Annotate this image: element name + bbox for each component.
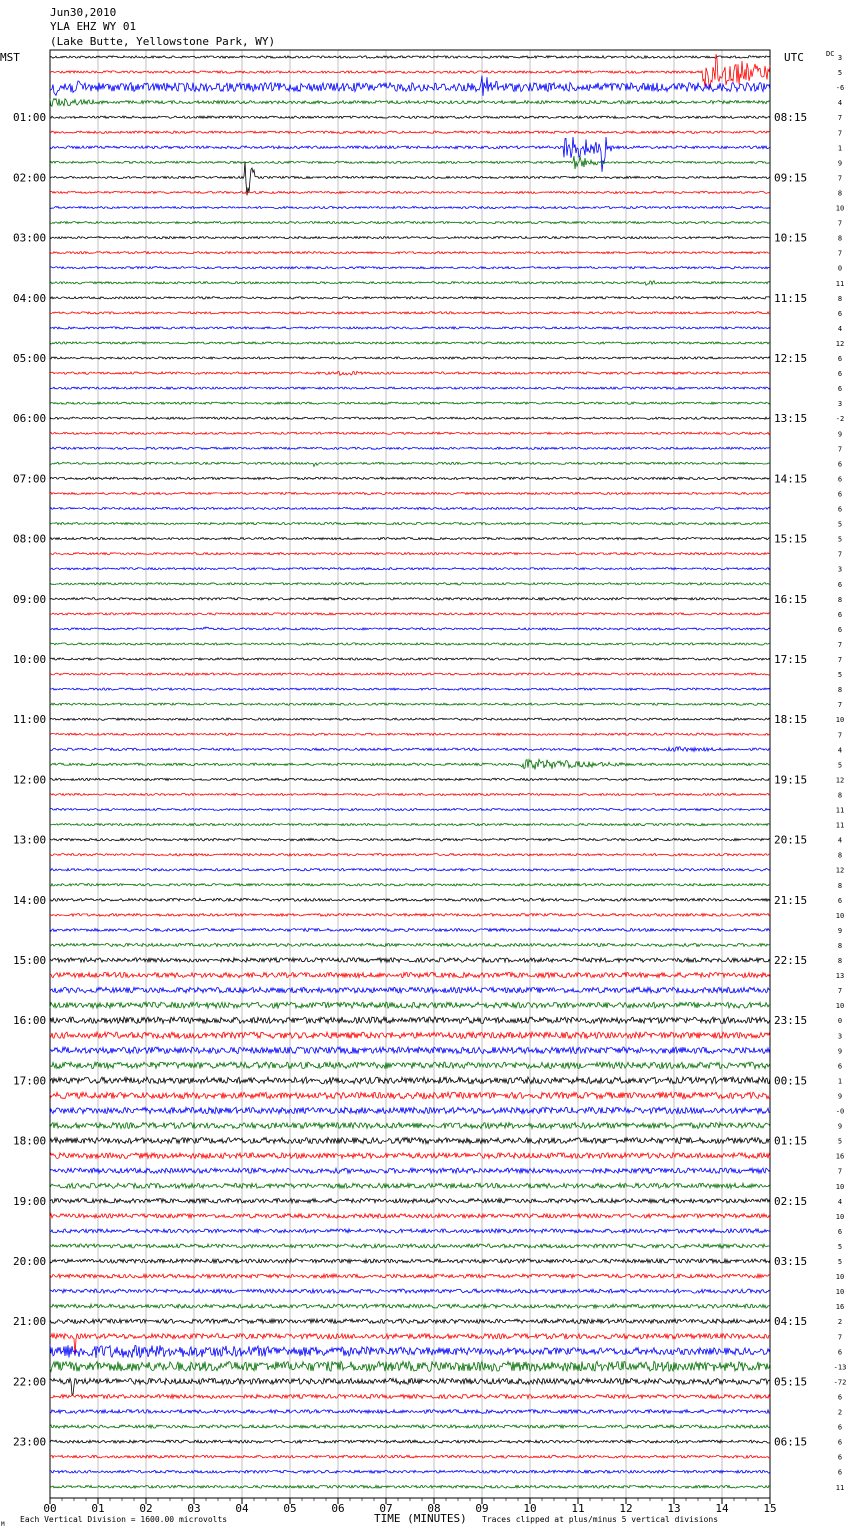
- trace-row-51: [50, 824, 770, 826]
- dc-offset-label: 6: [837, 1348, 843, 1357]
- dc-offset-label: 6: [837, 1438, 843, 1447]
- clip-note: Traces clipped at plus/minus 5 vertical divisions: [482, 1515, 719, 1524]
- trace-row-80: [50, 1259, 770, 1263]
- left-hour-label: 16:00: [13, 1014, 47, 1028]
- trace-row-34: [50, 568, 770, 570]
- trace-row-3: [50, 99, 770, 107]
- trace-row-88: [50, 1378, 770, 1394]
- dc-offset-label: 7: [837, 1333, 843, 1342]
- x-tick-label: 09: [475, 1502, 489, 1515]
- trace-row-40: [50, 658, 770, 660]
- trace-row-82: [50, 1289, 770, 1293]
- trace-row-43: [50, 703, 770, 705]
- right-timezone-label: UTC: [784, 51, 804, 64]
- x-tick-label: 01: [91, 1502, 105, 1515]
- right-hour-label: 02:15: [774, 1194, 808, 1208]
- x-tick-label: 06: [331, 1502, 345, 1515]
- trace-row-60: [50, 958, 770, 962]
- left-hour-label: 18:00: [13, 1134, 47, 1148]
- corner-mark: M: [1, 1521, 5, 1528]
- trace-row-91: [50, 1425, 770, 1428]
- dc-offset-label: 10: [835, 1212, 845, 1221]
- dc-offset-label: 10: [835, 1273, 845, 1282]
- trace-row-13: [50, 252, 770, 254]
- trace-row-11: [50, 222, 770, 224]
- dc-offset-label: 5: [837, 1137, 843, 1146]
- trace-row-7: [50, 156, 770, 169]
- trace-row-79: [50, 1244, 770, 1248]
- trace-row-41: [50, 673, 770, 675]
- dc-offset-label: 4: [837, 836, 843, 845]
- dc-offset-label: 6: [837, 490, 843, 499]
- trace-row-22: [50, 387, 770, 389]
- trace-row-17: [50, 312, 770, 314]
- dc-offset-label: 7: [837, 550, 843, 559]
- trace-row-24: [50, 417, 770, 419]
- left-hour-label: 23:00: [13, 1435, 47, 1449]
- trace-row-67: [50, 1062, 770, 1069]
- dc-offset-label: 8: [837, 595, 843, 604]
- trace-row-83: [50, 1304, 770, 1308]
- x-tick-label: 10: [523, 1502, 537, 1515]
- left-hour-label: 17:00: [13, 1074, 47, 1088]
- trace-row-39: [50, 643, 770, 645]
- scale-note: Each Vertical Division = 1600.00 microvolts: [20, 1515, 228, 1524]
- left-hour-label: 11:00: [13, 713, 47, 727]
- dc-offset-label: 7: [837, 987, 843, 996]
- dc-offset-label: 11: [835, 806, 845, 815]
- trace-row-61: [50, 973, 770, 978]
- trace-row-8: [50, 162, 770, 196]
- dc-offset-label: 3: [837, 400, 843, 409]
- right-hour-label: 01:15: [774, 1134, 808, 1148]
- dc-offset-label: 7: [837, 249, 843, 258]
- dc-offset-label: 6: [837, 460, 843, 469]
- trace-row-68: [50, 1077, 770, 1084]
- dc-offset-label: 12: [835, 866, 845, 875]
- trace-row-62: [50, 987, 770, 993]
- dc-offset-label: 8: [837, 234, 843, 243]
- date-label: Jun30,2010: [50, 6, 117, 19]
- dc-offset-label: 7: [837, 129, 843, 138]
- dc-offset-label: 5: [837, 1258, 843, 1266]
- left-hour-label: 13:00: [13, 833, 47, 847]
- location-label: (Lake Butte, Yellowstone Park, WY): [50, 35, 276, 48]
- x-tick-label: 14: [715, 1502, 729, 1515]
- trace-row-85: [50, 1334, 770, 1356]
- dc-offset-label: 3: [837, 1032, 843, 1041]
- trace-row-87: [50, 1361, 770, 1371]
- dc-offset-label: 6: [837, 505, 843, 514]
- dc-offset-label: 3: [837, 565, 843, 574]
- dc-offset-label: 5: [837, 1242, 843, 1251]
- trace-row-45: [50, 733, 770, 735]
- right-hour-label: 18:15: [774, 713, 808, 727]
- trace-row-53: [50, 854, 770, 856]
- left-hour-label: 06:00: [13, 412, 47, 426]
- dc-offset-label: 6: [837, 309, 843, 318]
- right-hour-label: 15:15: [774, 532, 808, 546]
- dc-offset-label: 7: [837, 701, 843, 710]
- dc-offset-label: 2: [837, 1318, 843, 1327]
- right-hour-label: 08:15: [774, 111, 808, 125]
- dc-offset-label: 4: [837, 324, 843, 333]
- dc-offset-label: 8: [837, 957, 843, 965]
- dc-column-label: DC: [826, 50, 835, 58]
- dc-offset-label: 12: [835, 776, 845, 785]
- left-hour-label: 19:00: [13, 1194, 47, 1208]
- right-hour-label: 19:15: [774, 773, 808, 787]
- right-hour-label: 03:15: [774, 1255, 808, 1268]
- trace-row-64: [50, 1017, 770, 1023]
- trace-row-31: [50, 523, 770, 525]
- trace-row-36: [50, 598, 770, 600]
- trace-row-12: [50, 237, 770, 239]
- dc-offset-label: 4: [837, 99, 843, 108]
- trace-row-95: [50, 1485, 770, 1488]
- trace-row-69: [50, 1092, 770, 1098]
- trace-row-58: [50, 928, 770, 931]
- right-hour-label: 06:15: [774, 1435, 808, 1449]
- x-tick-label: 07: [379, 1502, 393, 1515]
- trace-row-19: [50, 342, 770, 344]
- dc-offset-label: 0: [837, 264, 843, 273]
- left-timezone-label: MST: [0, 51, 20, 64]
- dc-offset-label: 6: [837, 625, 843, 634]
- left-hour-label: 22:00: [13, 1375, 47, 1389]
- dc-offset-label: 10: [835, 1002, 845, 1011]
- x-tick-label: 08: [427, 1502, 441, 1515]
- x-tick-label: 05: [283, 1502, 297, 1515]
- right-hour-label: 13:15: [774, 412, 808, 426]
- trace-row-35: [50, 583, 770, 585]
- trace-row-38: [50, 627, 770, 630]
- trace-row-76: [50, 1199, 770, 1203]
- trace-row-16: [50, 297, 770, 299]
- left-hour-label: 12:00: [13, 773, 47, 787]
- dc-offset-label: 11: [835, 279, 845, 288]
- trace-row-23: [50, 402, 770, 404]
- dc-offset-label: 10: [835, 911, 845, 920]
- dc-offset-label: 6: [837, 1453, 843, 1462]
- left-hour-label: 15:00: [13, 954, 47, 967]
- dc-offset-label: 6: [837, 1423, 843, 1432]
- dc-offset-label: 9: [837, 430, 843, 439]
- trace-row-42: [50, 688, 770, 690]
- right-hour-label: 21:15: [774, 893, 808, 907]
- trace-row-90: [50, 1410, 770, 1414]
- trace-row-46: [50, 747, 770, 752]
- trace-row-2: [50, 76, 770, 96]
- trace-row-21: [50, 371, 770, 375]
- trace-row-59: [50, 943, 770, 946]
- right-hour-label: 20:15: [774, 833, 808, 847]
- dc-offset-label: 13: [835, 972, 845, 981]
- dc-offset-label: 8: [837, 941, 843, 950]
- dc-offset-label: 7: [837, 174, 843, 183]
- trace-row-71: [50, 1123, 770, 1129]
- trace-row-33: [50, 553, 770, 555]
- right-hour-label: 04:15: [774, 1315, 808, 1329]
- dc-offset-label: 9: [837, 1047, 843, 1056]
- trace-row-86: [50, 1344, 770, 1358]
- right-hour-label: 17:15: [774, 653, 808, 666]
- dc-offset-label: 0: [837, 1017, 843, 1026]
- dc-offset-label: 2: [837, 1408, 843, 1417]
- dc-offset-label: 6: [837, 370, 843, 379]
- dc-offset-label: 7: [837, 640, 843, 649]
- dc-offset-label: 3: [837, 54, 843, 62]
- trace-row-18: [50, 327, 770, 329]
- dc-offset-label: 6: [837, 1468, 843, 1477]
- trace-row-77: [50, 1214, 770, 1218]
- trace-row-30: [50, 507, 770, 509]
- dc-offset-label: 7: [837, 219, 843, 228]
- left-hour-label: 01:00: [13, 111, 47, 125]
- trace-row-15: [50, 281, 770, 285]
- trace-row-94: [50, 1470, 770, 1473]
- right-hour-label: 11:15: [774, 291, 808, 305]
- dc-offset-label: 5: [837, 69, 843, 78]
- trace-row-89: [50, 1395, 770, 1399]
- trace-row-25: [50, 432, 770, 434]
- x-tick-label: 00: [43, 1502, 57, 1515]
- right-hour-label: 16:15: [774, 592, 808, 606]
- right-hour-label: 22:15: [774, 954, 808, 967]
- x-tick-label: 04: [235, 1502, 249, 1515]
- left-hour-label: 14:00: [13, 893, 47, 907]
- trace-row-66: [50, 1047, 770, 1054]
- left-hour-label: 20:00: [13, 1255, 47, 1268]
- left-hour-label: 02:00: [13, 171, 47, 185]
- dc-offset-label: 8: [837, 294, 843, 303]
- dc-offset-label: 4: [837, 746, 843, 755]
- trace-row-28: [50, 477, 770, 479]
- dc-offset-label: 9: [837, 1092, 843, 1101]
- left-hour-label: 21:00: [13, 1315, 47, 1329]
- dc-offset-label: 6: [837, 1227, 843, 1236]
- right-hour-label: 05:15: [774, 1375, 808, 1389]
- dc-offset-label: -13: [833, 1363, 847, 1372]
- dc-offset-label: 10: [835, 1288, 845, 1297]
- dc-offset-label: 12: [835, 339, 845, 348]
- dc-offset-label: 6: [837, 385, 843, 394]
- dc-offset-label: 9: [837, 159, 843, 168]
- dc-offset-label: 16: [835, 1303, 845, 1312]
- trace-row-65: [50, 1032, 770, 1038]
- x-tick-label: 12: [619, 1502, 633, 1515]
- dc-offset-label: 5: [837, 535, 843, 544]
- dc-offset-label: 6: [837, 475, 843, 484]
- trace-row-52: [50, 838, 770, 840]
- trace-row-78: [50, 1229, 770, 1233]
- trace-row-93: [50, 1455, 770, 1458]
- dc-offset-label: 10: [835, 716, 845, 725]
- dc-offset-label: 16: [835, 1152, 845, 1161]
- trace-row-5: [50, 131, 770, 133]
- dc-offset-label: 4: [837, 1197, 843, 1206]
- dc-offset-label: 6: [837, 1393, 843, 1402]
- trace-row-26: [50, 447, 770, 449]
- trace-row-44: [50, 718, 770, 720]
- right-hour-label: 10:15: [774, 231, 808, 245]
- left-hour-label: 07:00: [13, 472, 47, 486]
- left-hour-label: 05:00: [13, 352, 47, 365]
- dc-offset-label: 1: [837, 144, 843, 153]
- right-hour-label: 12:15: [774, 352, 808, 365]
- dc-offset-label: 6: [837, 355, 843, 363]
- dc-offset-label: 6: [837, 610, 843, 619]
- trace-row-70: [50, 1107, 770, 1113]
- trace-row-37: [50, 613, 770, 615]
- trace-row-84: [50, 1319, 770, 1323]
- right-hour-label: 23:15: [774, 1014, 808, 1028]
- dc-offset-label: 1: [837, 1077, 843, 1086]
- right-hour-label: 00:15: [774, 1074, 808, 1088]
- trace-row-10: [50, 206, 770, 208]
- left-hour-label: 04:00: [13, 291, 47, 305]
- left-hour-label: 10:00: [13, 653, 47, 666]
- dc-offset-label: 10: [835, 1182, 845, 1191]
- dc-offset-label: 9: [837, 926, 843, 935]
- station-label: YLA EHZ WY 01: [50, 20, 137, 33]
- trace-row-56: [50, 898, 770, 901]
- trace-row-55: [50, 884, 770, 886]
- dc-offset-label: 8: [837, 686, 843, 695]
- dc-offset-label: 8: [837, 881, 843, 890]
- x-tick-label: 11: [571, 1502, 585, 1515]
- trace-row-32: [50, 538, 770, 540]
- dc-offset-label: 8: [837, 189, 843, 198]
- trace-row-63: [50, 1002, 770, 1008]
- dc-offset-label: 9: [837, 1122, 843, 1131]
- trace-row-4: [50, 116, 770, 118]
- trace-row-50: [50, 808, 770, 810]
- dc-offset-label: 7: [837, 656, 843, 664]
- dc-offset-label: -0: [835, 1107, 845, 1116]
- trace-row-92: [50, 1440, 770, 1443]
- x-axis-title: TIME (MINUTES): [374, 1512, 467, 1525]
- dc-offset-label: -2: [835, 415, 845, 424]
- trace-row-48: [50, 778, 770, 780]
- trace-row-9: [50, 191, 770, 193]
- dc-offset-label: 8: [837, 851, 843, 860]
- trace-row-1: [50, 54, 770, 88]
- dc-offset-label: 7: [837, 1167, 843, 1176]
- trace-row-74: [50, 1168, 770, 1173]
- right-hour-label: 14:15: [774, 472, 808, 486]
- dc-offset-label: 11: [835, 1483, 845, 1492]
- trace-row-75: [50, 1183, 770, 1188]
- dc-offset-label: 7: [837, 731, 843, 740]
- dc-offset-label: 5: [837, 761, 843, 770]
- left-hour-label: 09:00: [13, 592, 47, 606]
- trace-row-6: [50, 137, 770, 172]
- dc-offset-label: 5: [837, 520, 843, 529]
- trace-row-0: [50, 56, 770, 58]
- trace-row-27: [50, 462, 770, 466]
- x-tick-label: 13: [667, 1502, 681, 1515]
- dc-offset-label: 10: [835, 204, 845, 213]
- trace-row-72: [50, 1138, 770, 1144]
- left-hour-label: 08:00: [13, 532, 47, 546]
- x-tick-label: 02: [139, 1502, 153, 1515]
- x-tick-label: 15: [763, 1502, 777, 1515]
- dc-offset-label: 8: [837, 791, 843, 800]
- left-hour-label: 03:00: [13, 231, 47, 245]
- trace-row-81: [50, 1274, 770, 1278]
- trace-row-57: [50, 914, 770, 917]
- dc-offset-label: 11: [835, 821, 845, 830]
- trace-row-14: [50, 267, 770, 269]
- trace-row-47: [50, 759, 770, 769]
- trace-row-29: [50, 492, 770, 494]
- right-hour-label: 09:15: [774, 171, 808, 185]
- trace-row-73: [50, 1153, 770, 1159]
- dc-offset-label: 5: [837, 671, 843, 680]
- trace-row-49: [50, 793, 770, 795]
- dc-offset-label: 6: [837, 896, 843, 905]
- x-tick-label: 03: [187, 1502, 201, 1515]
- trace-row-20: [50, 357, 770, 359]
- dc-offset-label: 6: [837, 1062, 843, 1071]
- dc-offset-label: -72: [833, 1378, 847, 1387]
- dc-offset-label: 7: [837, 445, 843, 454]
- dc-offset-label: 6: [837, 580, 843, 589]
- trace-row-54: [50, 869, 770, 871]
- dc-offset-label: 7: [837, 114, 843, 123]
- dc-offset-label: -6: [835, 84, 845, 93]
